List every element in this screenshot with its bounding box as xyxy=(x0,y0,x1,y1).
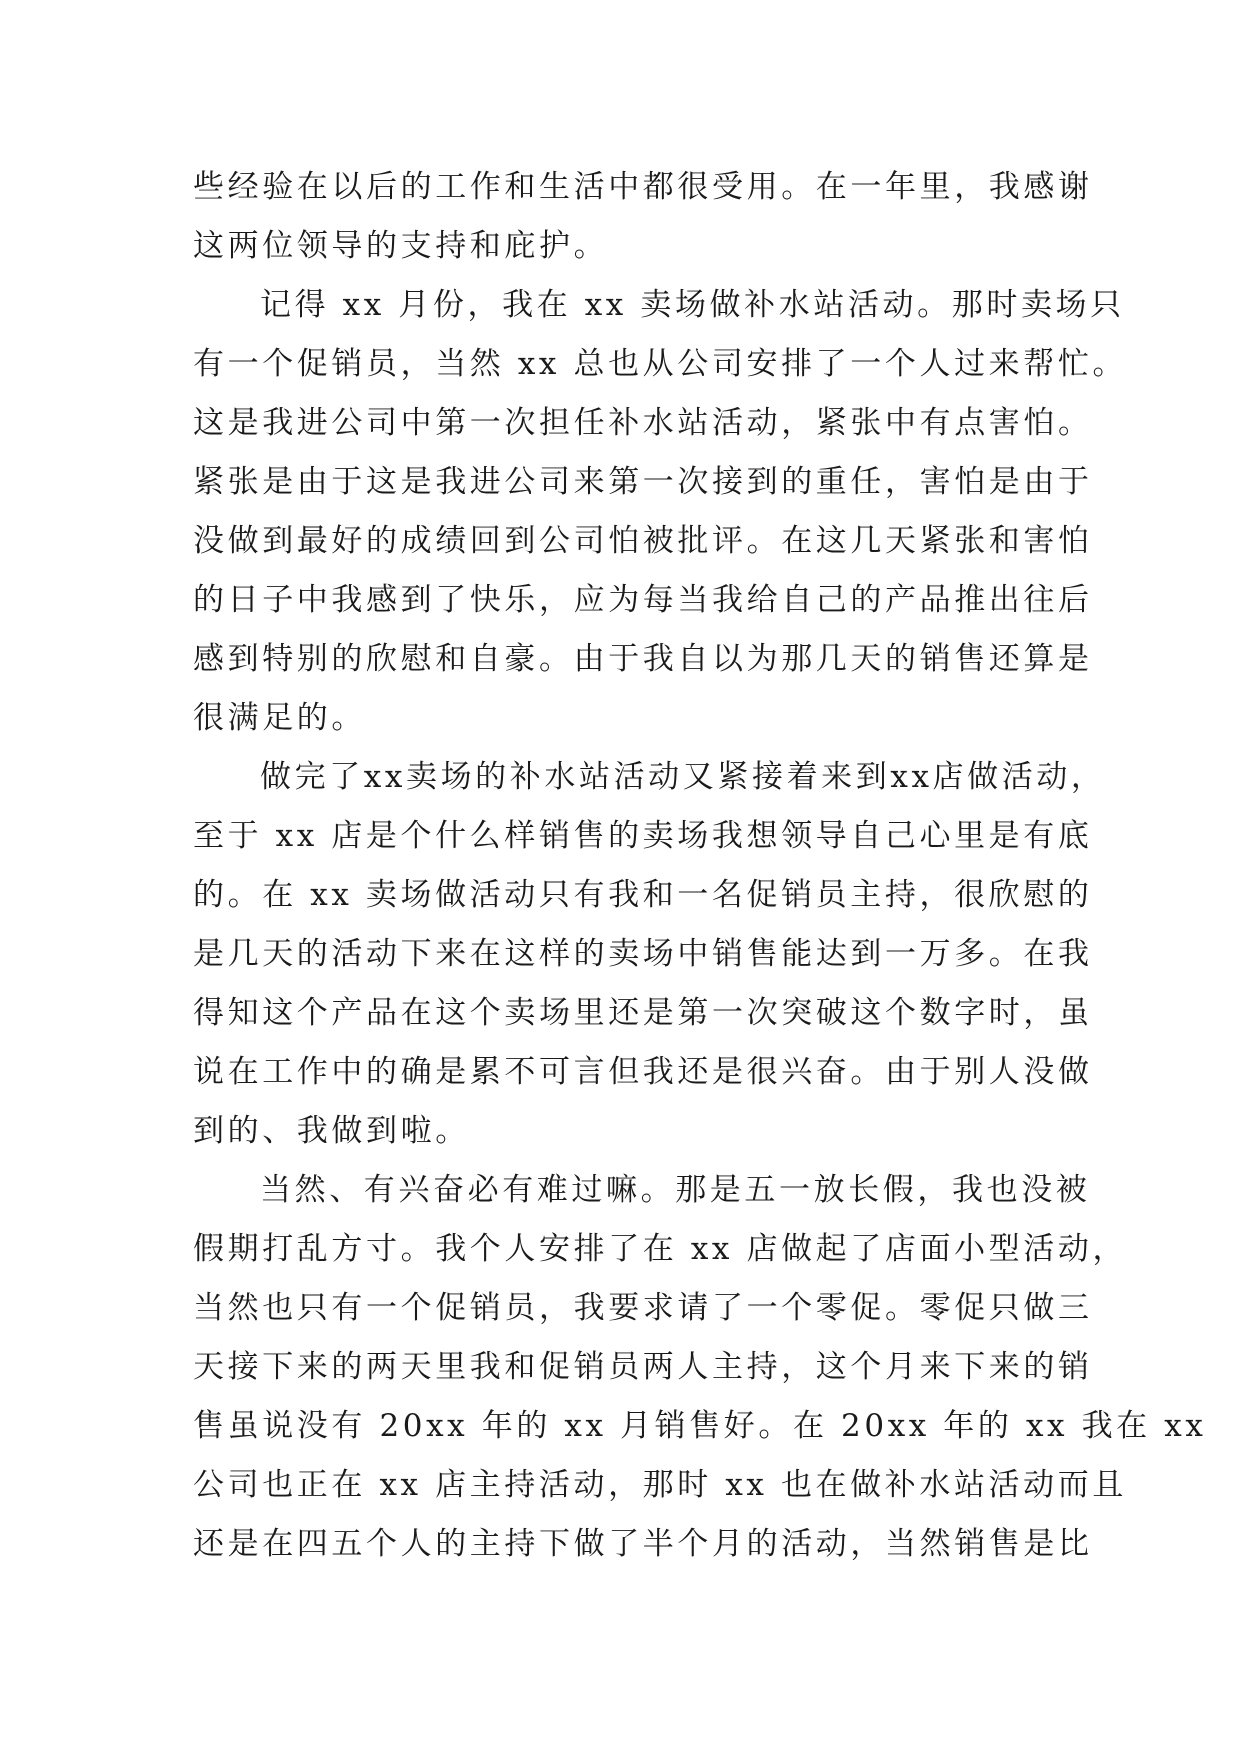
text-line: 没做到最好的成绩回到公司怕被批评。在这几天紧张和害怕 xyxy=(193,523,1093,559)
text-line: 到的、我做到啦。 xyxy=(193,1113,470,1149)
text-line: 当然也只有一个促销员，我要求请了一个零促。零促只做三 xyxy=(193,1290,1093,1326)
text-line: 还是在四五个人的主持下做了半个月的活动，当然销售是比 xyxy=(193,1526,1093,1562)
text-line: 的。在 xx 卖场做活动只有我和一名促销员主持，很欣慰的 xyxy=(193,877,1093,913)
paragraph-first-line: 当然、有兴奋必有难过嘛。那是五一放长假，我也没被 xyxy=(260,1172,1091,1208)
text-line: 公司也正在 xx 店主持活动，那时 xx 也在做补水站活动而且 xyxy=(193,1467,1127,1503)
text-line: 感到特别的欣慰和自豪。由于我自以为那几天的销售还算是 xyxy=(193,641,1093,677)
text-line: 的日子中我感到了快乐，应为每当我给自己的产品推出往后 xyxy=(193,582,1093,618)
text-line: 是几天的活动下来在这样的卖场中销售能达到一万多。在我 xyxy=(193,936,1093,972)
text-line: 这是我进公司中第一次担任补水站活动，紧张中有点害怕。 xyxy=(193,405,1093,441)
text-line: 假期打乱方寸。我个人安排了在 xx 店做起了店面小型活动， xyxy=(193,1231,1128,1267)
paragraph-first-line: 记得 xx 月份，我在 xx 卖场做补水站活动。那时卖场只 xyxy=(260,287,1125,323)
text-line: 紧张是由于这是我进公司来第一次接到的重任，害怕是由于 xyxy=(193,464,1093,500)
text-line: 得知这个产品在这个卖场里还是第一次突破这个数字时，虽 xyxy=(193,995,1093,1031)
text-line: 至于 xx 店是个什么样销售的卖场我想领导自己心里是有底 xyxy=(193,818,1093,854)
text-line: 很满足的。 xyxy=(193,700,366,736)
text-line: 说在工作中的确是累不可言但我还是很兴奋。由于别人没做 xyxy=(193,1054,1093,1090)
text-line: 些经验在以后的工作和生活中都很受用。在一年里，我感谢 xyxy=(193,169,1093,205)
text-line: 这两位领导的支持和庇护。 xyxy=(193,228,609,264)
text-line: 天接下来的两天里我和促销员两人主持，这个月来下来的销 xyxy=(193,1349,1093,1385)
text-line: 有一个促销员，当然 xx 总也从公司安排了一个人过来帮忙。 xyxy=(193,346,1128,382)
text-line: 售虽说没有 20xx 年的 xx 月销售好。在 20xx 年的 xx 我在 xx xyxy=(193,1408,1207,1444)
paragraph-first-line: 做完了xx卖场的补水站活动又紧接着来到xx店做活动， xyxy=(260,759,1106,795)
body-text xyxy=(193,158,1207,1574)
